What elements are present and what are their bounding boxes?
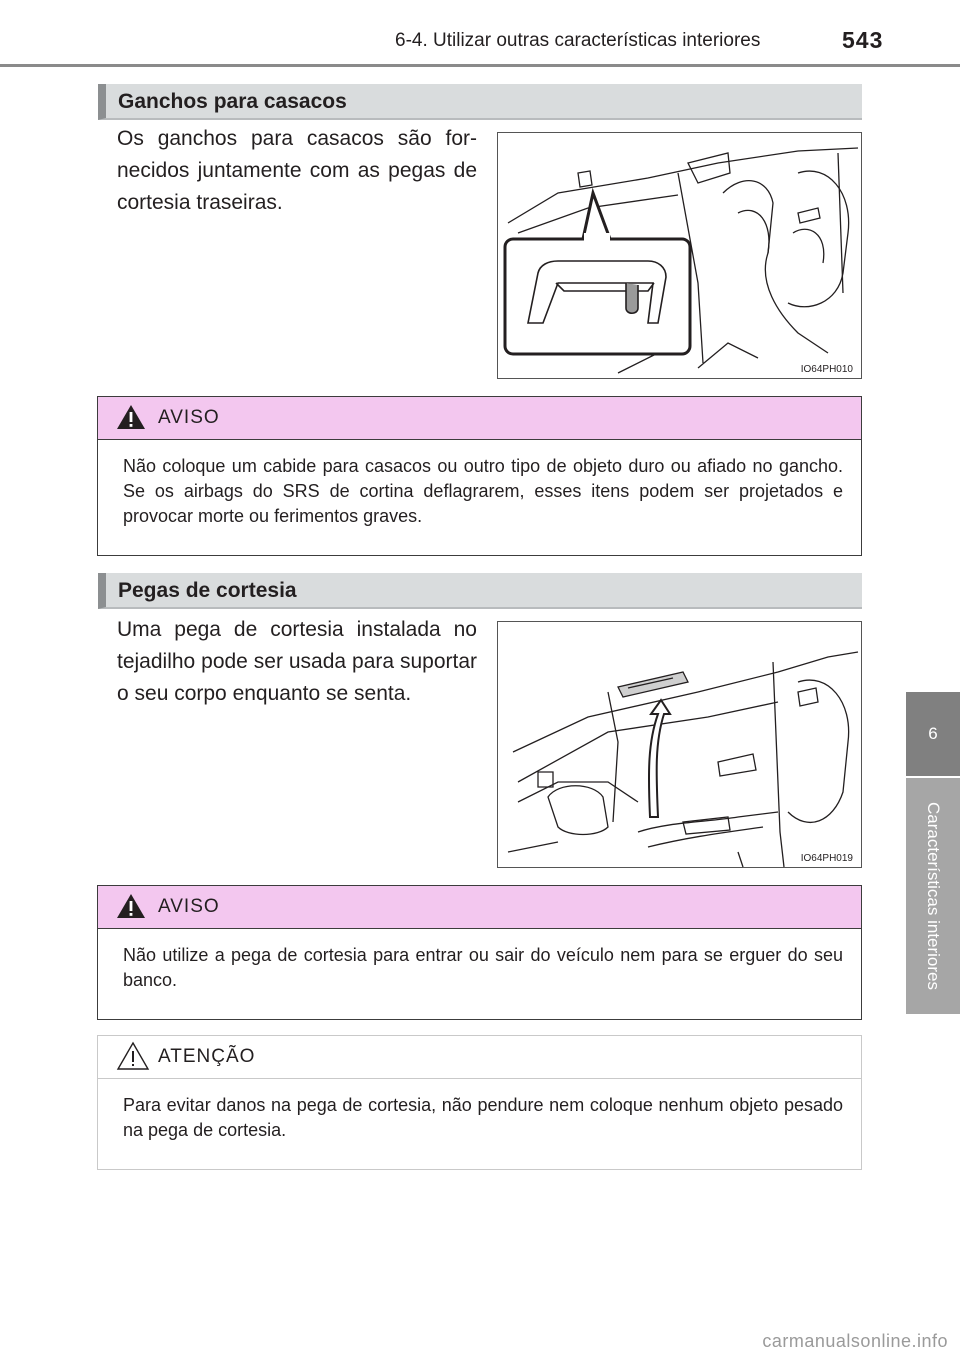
assist-grip-drawing bbox=[498, 622, 863, 869]
warning-title: AVISO bbox=[158, 896, 220, 917]
warning-text: Não utilize a pega de cortesia para entrar ou sair do veículo nem para se erguer do seu banco. bbox=[123, 945, 843, 990]
coat-hooks-body: Os ganchos para casacos são for-necidos juntamente com as pegas de cortesia traseiras. bbox=[117, 127, 477, 214]
chapter-tab bbox=[906, 778, 960, 1014]
section-heading-assist-grips bbox=[98, 573, 862, 609]
assist-grips-body: Uma pega de cortesia instalada no tejadilho pode ser usada para suportar o seu corpo enquanto se senta. bbox=[117, 618, 477, 705]
running-header-title: 6-4. Utilizar outras características interiores bbox=[395, 30, 761, 51]
warning-triangle-icon bbox=[116, 404, 146, 430]
warning-box-coat-hooks bbox=[97, 396, 862, 556]
warning-box-assist-grips bbox=[97, 885, 862, 1020]
assist-grip-illustration bbox=[497, 621, 862, 868]
caution-header bbox=[98, 1036, 861, 1079]
header-divider bbox=[0, 64, 960, 67]
warning-header bbox=[98, 397, 861, 440]
coat-hook-drawing bbox=[498, 133, 863, 380]
chapter-tab-label: Características interiores bbox=[924, 801, 943, 990]
warning-header bbox=[98, 886, 861, 929]
chapter-tab-number: 6 bbox=[906, 692, 960, 776]
page-number: 543 bbox=[842, 27, 884, 53]
coat-hook-illustration bbox=[497, 132, 862, 379]
caution-title: ATENÇÃO bbox=[158, 1046, 256, 1067]
warning-triangle-icon bbox=[116, 893, 146, 919]
caution-box-assist-grips bbox=[97, 1035, 862, 1170]
section-heading-text: Ganchos para casacos bbox=[118, 90, 347, 113]
caution-triangle-icon bbox=[116, 1041, 150, 1071]
warning-text: Não coloque um cabide para casacos ou outro tipo de objeto duro ou afiado no gancho. Se os airbags do SRS de cortina deflagrarem, esses itens podem ser projetados e provocar morte ou ferimentos graves. bbox=[123, 456, 843, 526]
section-heading-text: Pegas de cortesia bbox=[118, 579, 297, 602]
section-heading-coat-hooks bbox=[98, 84, 862, 120]
figure-code: IO64PH019 bbox=[800, 853, 853, 864]
watermark: carmanualsonline.info bbox=[762, 1331, 948, 1351]
figure-code: IO64PH010 bbox=[800, 364, 853, 375]
caution-text: Para evitar danos na pega de cortesia, não pendure nem coloque nenhum objeto pesado na pega de cortesia. bbox=[123, 1095, 843, 1140]
warning-title: AVISO bbox=[158, 407, 220, 428]
